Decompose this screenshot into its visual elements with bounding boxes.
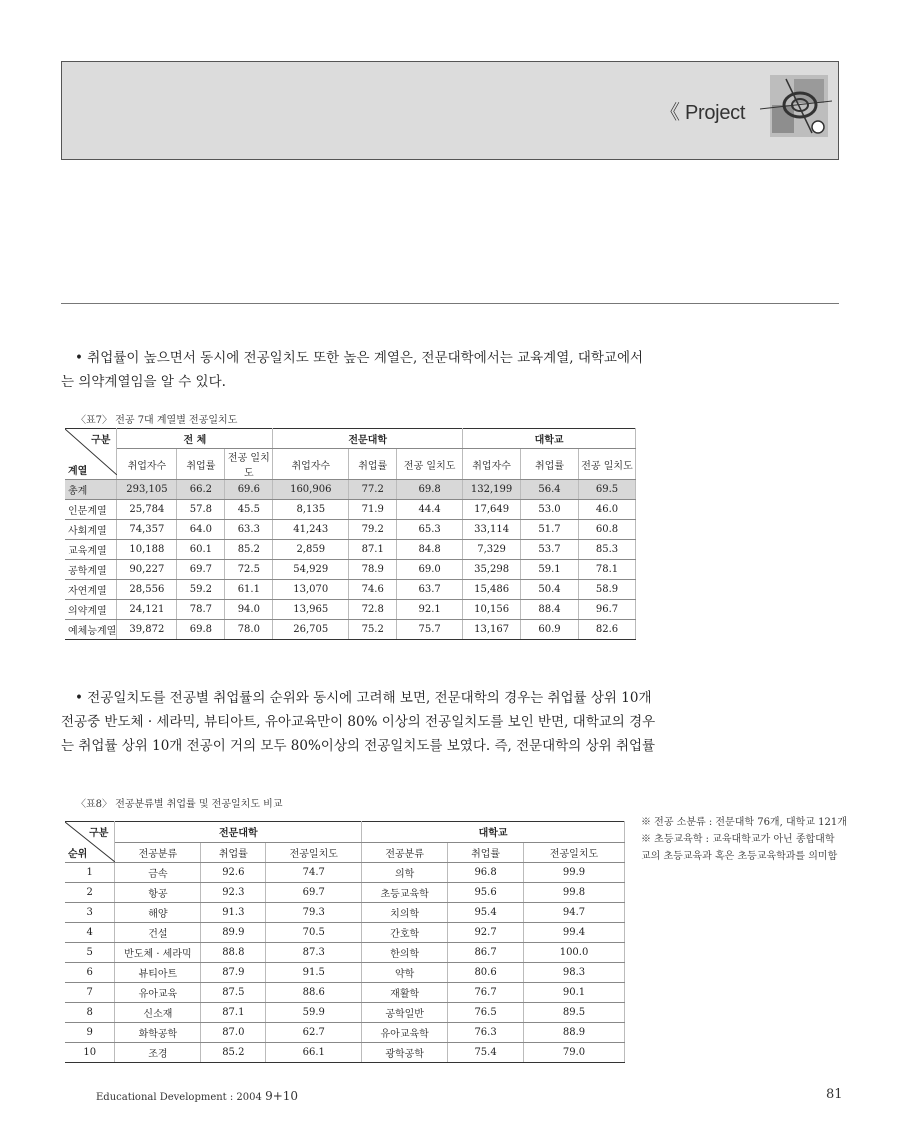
table-cell: 59.9: [266, 1003, 362, 1023]
table-cell: 79.3: [266, 903, 362, 923]
table-row: [65, 883, 625, 903]
row-label: 1: [65, 863, 115, 883]
table-row: [65, 863, 625, 883]
table-cell: 69.5: [579, 480, 636, 500]
table-8: [65, 821, 625, 1063]
section-divider: [61, 303, 839, 304]
table-cell: 59.2: [177, 580, 225, 600]
table-cell: 15,486: [463, 580, 521, 600]
table-cell: 87.1: [201, 1003, 266, 1023]
table-cell: 유아교육: [115, 983, 201, 1003]
table-cell: 74.6: [349, 580, 397, 600]
column-header: 전공일치도: [266, 842, 362, 863]
table-cell: 87.1: [349, 540, 397, 560]
column-header: 취업률: [177, 449, 225, 480]
paragraph-2-line: 는 취업률 상위 10개 전공이 거의 모두 80%이상의 전공일치도를 보였다. 즉, 전문대학의 상위 취업률: [61, 738, 656, 754]
journal-name: Educational Development : 2004: [96, 1092, 262, 1103]
group-header: 전 체: [117, 429, 273, 449]
column-header: 전공일치도: [524, 842, 625, 863]
table-cell: 공학일반: [362, 1003, 448, 1023]
table-row: [65, 580, 636, 600]
table-cell: 95.4: [448, 903, 524, 923]
table-cell: 88.4: [521, 600, 579, 620]
table-cell: 92.6: [201, 863, 266, 883]
column-header: 취업률: [201, 842, 266, 863]
table-row: [65, 600, 636, 620]
table-7-subheader-row: [65, 449, 636, 480]
table-row: [65, 1023, 625, 1043]
column-header: 전공분류: [115, 842, 201, 863]
column-header: 취업률: [349, 449, 397, 480]
note-line: ※ 전공 소분류 : 전문대학 76개, 대학교 121개: [641, 817, 847, 828]
table-cell: 33,114: [463, 520, 521, 540]
table-cell: 58.9: [579, 580, 636, 600]
table-cell: 재활학: [362, 983, 448, 1003]
table-cell: 87.5: [201, 983, 266, 1003]
row-label: 6: [65, 963, 115, 983]
table-cell: 63.7: [397, 580, 463, 600]
table-cell: 60.1: [177, 540, 225, 560]
table-cell: 87.3: [266, 943, 362, 963]
table-cell: 64.0: [177, 520, 225, 540]
table-cell: 59.1: [521, 560, 579, 580]
row-label: 예체능계열: [65, 620, 117, 640]
table-cell: 35,298: [463, 560, 521, 580]
row-label: 사회계열: [65, 520, 117, 540]
table-cell: 92.7: [448, 923, 524, 943]
table-cell: 76.5: [448, 1003, 524, 1023]
paragraph-2-line: • 전공일치도를 전공별 취업률의 순위와 동시에 고려해 보면, 전문대학의 경우는 취업률 상위 10개: [75, 690, 652, 706]
table-cell: 74.7: [266, 863, 362, 883]
table-cell: 79.0: [524, 1043, 625, 1063]
column-header: 전공 일치도: [397, 449, 463, 480]
row-label: 인문계열: [65, 500, 117, 520]
table-cell: 132,199: [463, 480, 521, 500]
table-cell: 60.9: [521, 620, 579, 640]
table-cell: 78.7: [177, 600, 225, 620]
table-cell: 7,329: [463, 540, 521, 560]
table-cell: 뷰티아트: [115, 963, 201, 983]
group-header: 대학교: [463, 429, 636, 449]
table-cell: 89.5: [524, 1003, 625, 1023]
table-cell: 13,965: [273, 600, 349, 620]
table-cell: 50.4: [521, 580, 579, 600]
column-header: 전공 일치도: [579, 449, 636, 480]
row-label: 의약계열: [65, 600, 117, 620]
table-cell: 76.7: [448, 983, 524, 1003]
table-cell: 69.8: [397, 480, 463, 500]
table-cell: 92.1: [397, 600, 463, 620]
table-row: [65, 1003, 625, 1023]
table-cell: 25,784: [117, 500, 177, 520]
table-row: [65, 620, 636, 640]
table-cell: 반도체 · 세라믹: [115, 943, 201, 963]
table-cell: 82.6: [579, 620, 636, 640]
table-cell: 86.7: [448, 943, 524, 963]
table-cell: 8,135: [273, 500, 349, 520]
table-cell: 85.3: [579, 540, 636, 560]
column-header: 전공분류: [362, 842, 448, 863]
table-cell: 41,243: [273, 520, 349, 540]
table-cell: 85.2: [201, 1043, 266, 1063]
table-cell: 99.8: [524, 883, 625, 903]
column-header: 취업자수: [117, 449, 177, 480]
row-label: 공학계열: [65, 560, 117, 580]
paragraph-1-line: • 취업률이 높으면서 동시에 전공일치도 또한 높은 계열은, 전문대학에서는 교육계열, 대학교에서: [75, 350, 644, 366]
table-cell: 74,357: [117, 520, 177, 540]
table-cell: 69.6: [225, 480, 273, 500]
table-cell: 76.3: [448, 1023, 524, 1043]
table-cell: 87.0: [201, 1023, 266, 1043]
table-cell: 293,105: [117, 480, 177, 500]
table-cell: 92.3: [201, 883, 266, 903]
table-cell: 24,121: [117, 600, 177, 620]
table-cell: 96.8: [448, 863, 524, 883]
table-cell: 28,556: [117, 580, 177, 600]
table-cell: 88.6: [266, 983, 362, 1003]
table-cell: 65.3: [397, 520, 463, 540]
table-7: [65, 428, 636, 640]
table-cell: 88.9: [524, 1023, 625, 1043]
table-cell: 91.3: [201, 903, 266, 923]
table-cell: 61.1: [225, 580, 273, 600]
table-cell: 13,167: [463, 620, 521, 640]
table-cell: 89.9: [201, 923, 266, 943]
row-label: 9: [65, 1023, 115, 1043]
table-cell: 69.7: [266, 883, 362, 903]
paragraph-1: [61, 346, 643, 394]
table-cell: 69.8: [177, 620, 225, 640]
table-cell: 85.2: [225, 540, 273, 560]
table-row: [65, 983, 625, 1003]
table-cell: 60.8: [579, 520, 636, 540]
table-cell: 66.2: [177, 480, 225, 500]
row-label: 교육계열: [65, 540, 117, 560]
table-8-corner: [65, 822, 115, 863]
table-row: [65, 520, 636, 540]
row-label: 3: [65, 903, 115, 923]
table-cell: 항공: [115, 883, 201, 903]
footer-journal: [96, 1089, 298, 1103]
table-row: [65, 903, 625, 923]
paragraph-2-line: 전공중 반도체 · 세라믹, 뷰티아트, 유아교육만이 80% 이상의 전공일치도를 보인 반면, 대학교의 경우: [61, 714, 656, 730]
table-cell: 71.9: [349, 500, 397, 520]
table-row: [65, 1043, 625, 1063]
table-cell: 62.7: [266, 1023, 362, 1043]
table-cell: 160,906: [273, 480, 349, 500]
table-cell: 광학공학: [362, 1043, 448, 1063]
table-cell: 72.8: [349, 600, 397, 620]
table-row: [65, 923, 625, 943]
table-row: [65, 963, 625, 983]
table-cell: 2,859: [273, 540, 349, 560]
table-cell: 66.1: [266, 1043, 362, 1063]
row-label: 8: [65, 1003, 115, 1023]
paragraph-1-line: 는 의약계열임을 알 수 있다.: [61, 374, 226, 390]
table-cell: 94.0: [225, 600, 273, 620]
table-cell: 77.2: [349, 480, 397, 500]
column-header: 취업자수: [273, 449, 349, 480]
table-cell: 80.6: [448, 963, 524, 983]
column-header: 취업률: [521, 449, 579, 480]
table-cell: 조경: [115, 1043, 201, 1063]
table-cell: 건설: [115, 923, 201, 943]
paragraph-2: [61, 686, 655, 758]
table-cell: 45.5: [225, 500, 273, 520]
table-cell: 의학: [362, 863, 448, 883]
row-label: 7: [65, 983, 115, 1003]
table-row: [65, 540, 636, 560]
table-7-caption: 〈표7〉 전공 7대 계열별 전공일치도: [76, 415, 238, 426]
table-8-subheader-row: [65, 842, 625, 863]
table-row: [65, 560, 636, 580]
table-cell: 46.0: [579, 500, 636, 520]
table-cell: 91.5: [266, 963, 362, 983]
row-label: 2: [65, 883, 115, 903]
corner-bottom-label: 계열: [68, 466, 88, 477]
table-8-caption: 〈표8〉 전공분류별 취업률 및 전공일치도 비교: [76, 799, 283, 810]
table-7-corner: [65, 429, 117, 480]
table-cell: 54,929: [273, 560, 349, 580]
table-cell: 78.1: [579, 560, 636, 580]
row-label: 5: [65, 943, 115, 963]
table-cell: 99.4: [524, 923, 625, 943]
column-header: 취업률: [448, 842, 524, 863]
row-label: 4: [65, 923, 115, 943]
table-cell: 초등교육학: [362, 883, 448, 903]
table-cell: 72.5: [225, 560, 273, 580]
table-cell: 유아교육학: [362, 1023, 448, 1043]
table-cell: 10,156: [463, 600, 521, 620]
table-cell: 69.7: [177, 560, 225, 580]
group-header: 전문대학: [115, 822, 362, 843]
table-cell: 10,188: [117, 540, 177, 560]
table-cell: 95.6: [448, 883, 524, 903]
table-cell: 53.0: [521, 500, 579, 520]
table-cell: 39,872: [117, 620, 177, 640]
table-cell: 94.7: [524, 903, 625, 923]
table-cell: 17,649: [463, 500, 521, 520]
page-number: 81: [826, 1087, 843, 1102]
table-cell: 한의학: [362, 943, 448, 963]
table-cell: 26,705: [273, 620, 349, 640]
table-cell: 96.7: [579, 600, 636, 620]
column-header: 전공 일치도: [225, 449, 273, 480]
section-label: 《 Project: [660, 102, 746, 124]
table-cell: 70.5: [266, 923, 362, 943]
table-cell: 75.2: [349, 620, 397, 640]
corner-top-label: 구분: [89, 828, 109, 839]
table-cell: 69.0: [397, 560, 463, 580]
corner-bottom-label: 순위: [68, 849, 88, 860]
table-cell: 57.8: [177, 500, 225, 520]
table-cell: 신소재: [115, 1003, 201, 1023]
group-header: 전문대학: [273, 429, 463, 449]
table-cell: 99.9: [524, 863, 625, 883]
table-cell: 84.8: [397, 540, 463, 560]
issue-number: 9+10: [265, 1089, 299, 1103]
row-label: 10: [65, 1043, 115, 1063]
group-header: 대학교: [362, 822, 625, 843]
table-row: [65, 500, 636, 520]
table-cell: 13,070: [273, 580, 349, 600]
table-cell: 간호학: [362, 923, 448, 943]
table-cell: 98.3: [524, 963, 625, 983]
table-cell: 75.7: [397, 620, 463, 640]
project-logo-icon: [760, 75, 832, 140]
table-cell: 78.9: [349, 560, 397, 580]
side-notes: [641, 814, 861, 865]
table-cell: 약학: [362, 963, 448, 983]
table-cell: 87.9: [201, 963, 266, 983]
table-cell: 90.1: [524, 983, 625, 1003]
table-cell: 79.2: [349, 520, 397, 540]
table-cell: 44.4: [397, 500, 463, 520]
table-cell: 51.7: [521, 520, 579, 540]
table-cell: 화학공학: [115, 1023, 201, 1043]
table-row: [65, 480, 636, 500]
table-cell: 63.3: [225, 520, 273, 540]
table-cell: 치의학: [362, 903, 448, 923]
table-cell: 88.8: [201, 943, 266, 963]
table-cell: 금속: [115, 863, 201, 883]
column-header: 취업자수: [463, 449, 521, 480]
table-row: [65, 943, 625, 963]
table-cell: 100.0: [524, 943, 625, 963]
table-cell: 90,227: [117, 560, 177, 580]
note-line: ※ 초등교육학 : 교육대학교가 아닌 종합대학: [641, 834, 835, 845]
note-line: 교의 초등교육과 혹은 초등교육학과를 의미함: [641, 851, 838, 862]
table-cell: 75.4: [448, 1043, 524, 1063]
table-cell: 78.0: [225, 620, 273, 640]
table-cell: 해양: [115, 903, 201, 923]
table-cell: 56.4: [521, 480, 579, 500]
corner-top-label: 구분: [91, 435, 111, 446]
row-label: 총계: [65, 480, 117, 500]
table-cell: 53.7: [521, 540, 579, 560]
row-label: 자연계열: [65, 580, 117, 600]
